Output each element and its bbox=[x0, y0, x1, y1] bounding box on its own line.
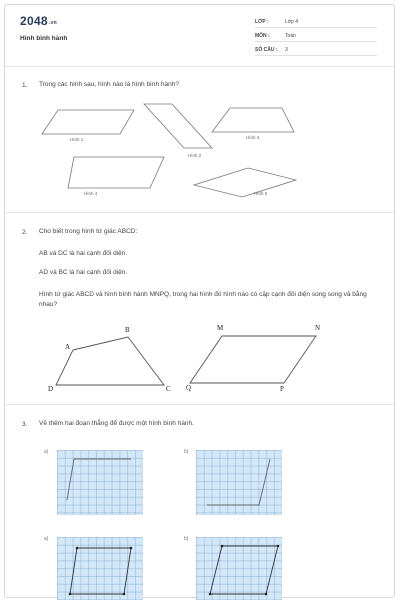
question-3-number: 3. bbox=[22, 421, 28, 428]
subject-value: Toán bbox=[285, 33, 296, 39]
vertex-c-label: C bbox=[166, 385, 171, 393]
figure-1-caption: Hình 1 bbox=[70, 137, 84, 142]
question-2-question: Hình tứ giác ABCD và hình bình hành MNPQ, trong hai hình đó hình nào có cặp cạnh đối diện song song và bằng nhau? bbox=[39, 291, 367, 308]
figure-4-caption: Hình 4 bbox=[84, 191, 98, 196]
question-count-label: SỐ CÂU : bbox=[255, 47, 278, 53]
exercise-a-label: a) bbox=[44, 449, 49, 455]
exercise-b-label: b) bbox=[184, 449, 189, 455]
question-count-value: 3 bbox=[285, 47, 288, 53]
question-2-intro: Cho biết trong hình tứ giác ABCD: bbox=[39, 228, 138, 235]
class-value: Lớp 4 bbox=[285, 19, 299, 25]
answer-b-point bbox=[277, 545, 280, 548]
answer-b-point bbox=[265, 593, 268, 596]
answer-b-point bbox=[221, 545, 224, 548]
answer-a-point bbox=[130, 547, 133, 550]
question-1-number: 1. bbox=[22, 82, 28, 89]
answer-a-point bbox=[123, 593, 126, 596]
answer-b-point bbox=[209, 593, 212, 596]
vertex-b-label: B bbox=[125, 326, 130, 334]
answer-a-label: a) bbox=[44, 536, 49, 542]
answer-a-parallelogram bbox=[70, 548, 131, 594]
answer-a-point bbox=[69, 593, 72, 596]
subject-label: MÔN : bbox=[255, 33, 270, 39]
answer-b-parallelogram bbox=[210, 546, 278, 594]
figure-2-caption: Hình 2 bbox=[188, 153, 202, 158]
question-2-number: 2. bbox=[22, 229, 28, 236]
answer-b-label: b) bbox=[184, 536, 189, 542]
question-1-text: Trong các hình sau, hình nào là hình bình hành? bbox=[39, 81, 179, 88]
site-logo[interactable]: $2048^{.vn}$ bbox=[20, 14, 58, 28]
vertex-q-label: Q bbox=[186, 384, 192, 392]
vertex-m-label: M bbox=[217, 324, 224, 332]
question-2-line-2: AD và BC là hai cạnh đối diện. bbox=[39, 269, 128, 276]
figure-5-caption: Hình 5 bbox=[254, 191, 268, 196]
worksheet-title: Hình bình hành bbox=[20, 35, 68, 42]
figure-3-caption: Hình 3 bbox=[246, 135, 260, 140]
class-label: LỚP : bbox=[255, 19, 269, 25]
vertex-p-label: P bbox=[280, 385, 284, 393]
exercise-a-segments bbox=[67, 459, 131, 500]
vertex-d-label: D bbox=[48, 385, 54, 393]
question-3-text: Vẽ thêm hai đoạn thẳng để được một hình bình hành. bbox=[39, 420, 194, 427]
vertex-n-label: N bbox=[315, 324, 321, 332]
question-2-line-1: AB và DC là hai cạnh đối diện. bbox=[39, 250, 128, 257]
answer-a-point bbox=[76, 547, 79, 550]
exercise-b-segments bbox=[207, 459, 270, 505]
vertex-a-label: A bbox=[65, 343, 71, 351]
